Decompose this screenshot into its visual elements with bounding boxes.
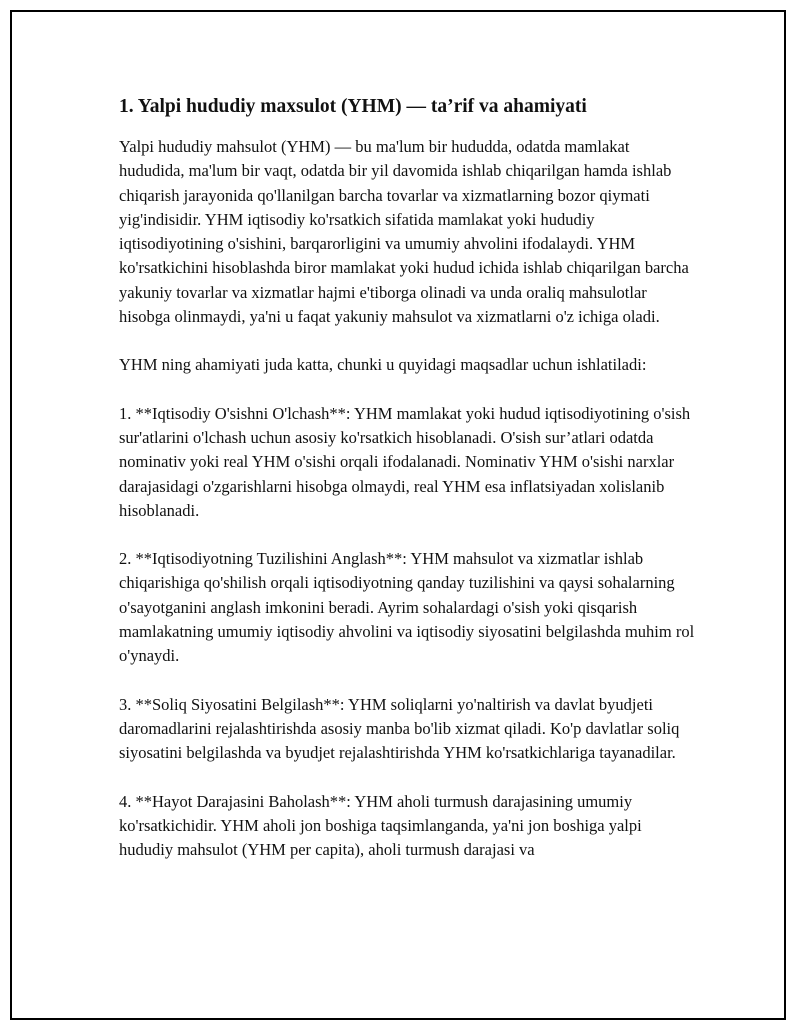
list-item-economic-growth: 1. **Iqtisodiy O'sishni O'lchash**: YHM mamlakat yoki hudud iqtisodiyotining o'sish sur'atlarini o'lchash uchun asosiy ko'rsatkich hisoblanadi. O'sish sur’atlari odatda nominativ yoki real YHM o'sishi orqali ifodalanadi. Nominativ YHM o'sishi narxlar darajasidagi o'zgarishlarni hisobga olmaydi, real YHM esa inflatsiyadan xolislanib hisoblanadi.: [119, 403, 691, 520]
page-frame: [10, 10, 786, 1020]
document-body: [119, 94, 699, 886]
paragraph-definition: Yalpi hududiy mahsulot (YHM) — bu ma'lum bir hududda, odatda mamlakat hududida, ma'lum bir vaqt, odatda bir yil davomida ishlab chiqarilgan hamda ishlab chiqarish jarayonida qo'llanilgan barcha tovarlar va xizmatlarning bozor qiymati yig'indisidir. YHM iqtisodiy ko'rsatkich sifatida mamlakat yoki hududiy iqtisodiyotining o'sishini, barqarorligini va umumiy ahvolini ifodalaydi. YHM ko'rsatkichini hisoblashda biror mamlakat yoki hudud ichida ishlab chiqarilgan barcha yakuniy tovarlar va xizmatlar hajmi e'tiborga olinadi va unda oraliq mahsulotlar hisobga olinmaydi, ya'ni u faqat yakuniy mahsulot va xizmatlarni o'z ichiga oladi.: [119, 137, 689, 327]
paragraph-importance-intro: YHM ning ahamiyati juda katta, chunki u quyidagi maqsadlar uchun ishlatiladi:: [119, 355, 647, 375]
list-item-living-standard: 4. **Hayot Darajasini Baholash**: YHM aholi turmush darajasining umumiy ko'rsatkichidir. YHM aholi jon boshiga taqsimlanganda, ya'ni jon boshiga yalpi hududiy mahsulot (YHM per capita), aholi turmush darajasi va: [119, 791, 642, 860]
list-item-tax-policy: 3. **Soliq Siyosatini Belgilash**: YHM soliqlarni yo'naltirish va davlat byudjeti daromadlarini rejalashtirishda asosiy manba bo'lib xizmat qiladi. Ko'p davlatlar soliq siyosatini belgilashda va byudjet rejalashtirishda YHM ko'rsatkichlariga tayanadilar.: [119, 694, 680, 763]
section-heading: 1. Yalpi hududiy maxsulot (YHM) — ta’rif va ahamiyati: [119, 96, 587, 117]
list-item-economic-structure: 2. **Iqtisodiyotning Tuzilishini Anglash**: YHM mahsulot va xizmatlar ishlab chiqarishiga qo'shilish orqali iqtisodiyotning qanday tuzilishini va qaysi sohalarning o'sayotganini anglash imkonini beradi. Ayrim sohalardagi o'sish yoki qisqarish mamlakatning umumiy iqtisodiy ahvolini va iqtisodiy siyosatini belgilashda muhim rol o'ynaydi.: [119, 549, 695, 666]
